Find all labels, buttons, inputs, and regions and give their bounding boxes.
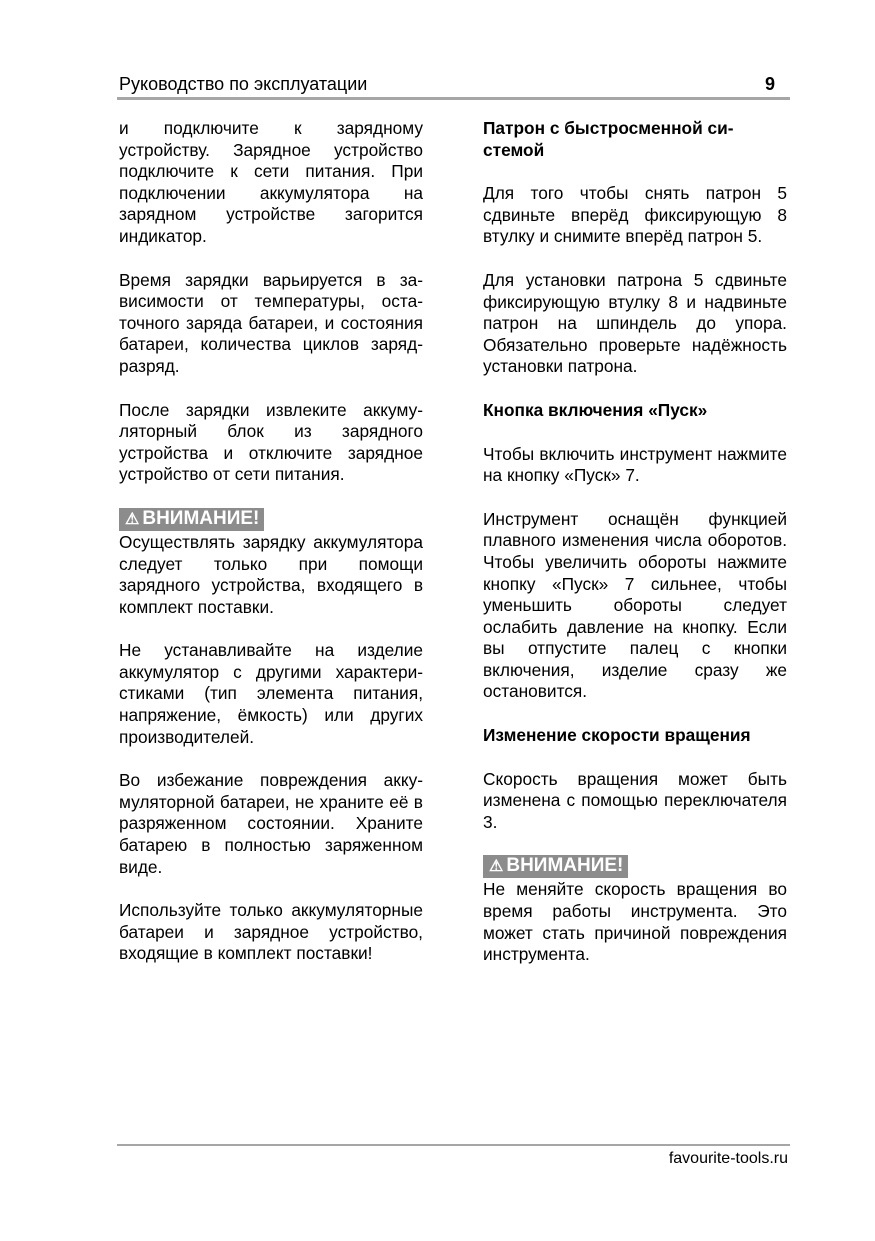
warning-speed-change xyxy=(483,855,787,965)
paragraph-use-original: Используйте только аккумуляторные батареи и зарядное устройство, входящие в комплект поставки! xyxy=(119,900,423,964)
manual-title: Руководство по эксплуатации xyxy=(119,74,368,94)
heading-quick-chuck: Патрон с быстросменной системой xyxy=(483,118,734,160)
warning-label: ВНИМАНИЕ! xyxy=(506,855,624,877)
footer-divider xyxy=(117,1144,790,1146)
warning-triangle-icon: ⚠ xyxy=(125,510,140,528)
heading-start-button: Кнопка включения «Пуск» xyxy=(483,399,708,420)
page-number: 9 xyxy=(764,74,775,94)
warning-charging xyxy=(119,508,423,618)
paragraph-battery-compatibility: Не устанавливайте на изделие аккумулятор с другими характеристиками (тип элемента питания, напряжение, ёмкость) или других производителей. xyxy=(119,640,423,747)
warning-badge xyxy=(119,508,264,531)
paragraph-remove-chuck: Для того чтобы снять патрон 5 сдвиньте вперёд фиксирующую 8 втулку и снимите вперёд патрон 5. xyxy=(483,183,787,247)
header-divider xyxy=(117,97,790,100)
right-column xyxy=(483,118,787,988)
paragraph-speed-switch: Скорость вращения может быть изменена с помощью переключателя 3. xyxy=(483,768,787,832)
warning-text: Не меняйте скорость вращения во время работы инструмента. Это может стать причиной повреждения инструмента. xyxy=(483,879,787,965)
paragraph-switch-on: Чтобы включить инструмент нажмите на кнопку «Пуск» 7. xyxy=(483,443,787,486)
warning-text: Осуществлять зарядку аккумулятора следует только при помощи зарядного устройства, входящего в комплект поставки. xyxy=(119,531,423,617)
warning-badge xyxy=(483,855,628,878)
paragraph-after-charging: После зарядки извлеките аккумуляторный блок из зарядного устройства и отключите зарядное устройство от сети питания. xyxy=(119,399,423,485)
paragraph-charging-time: Время зарядки варьируется в зависимости от температуры, остаточного заряда батареи, и состояния батареи, количества циклов заряд-разряд. xyxy=(119,269,423,376)
paragraph-speed-control: Инструмент оснащён функцией плавного изменения числа оборотов. Чтобы увеличить обороты нажмите кнопку «Пуск» 7 сильнее, чтобы уменьшить обороты следует ослабить давление на кнопку. Если вы отпустите палец с кнопки включения, изделие сразу же остановится. xyxy=(483,508,787,702)
warning-triangle-icon: ⚠ xyxy=(489,858,504,876)
left-column xyxy=(119,118,423,987)
heading-rotation-speed: Изменение скорости вращения xyxy=(483,725,751,746)
paragraph-install-chuck: Для установки патрона 5 сдвиньте фиксирующую втулку 8 и надвиньте патрон на шпиндель до упора. Обязательно проверьте надёжность установки патрона. xyxy=(483,269,787,377)
footer-site: favourite-tools.ru xyxy=(668,1150,788,1167)
paragraph-battery-storage: Во избежание повреждения аккумуляторной батареи, не храните её в разряженном состоянии. Храните батарею в полностью заряженном виде. xyxy=(119,770,423,877)
paragraph-connect-charger: и подключите к зарядному устройству. Зарядное устройство подключите к сети питания. При подключении аккумулятора на зарядном устройстве загорится индикатор. xyxy=(119,118,423,246)
page-header xyxy=(119,72,789,96)
warning-label: ВНИМАНИЕ! xyxy=(142,507,260,529)
